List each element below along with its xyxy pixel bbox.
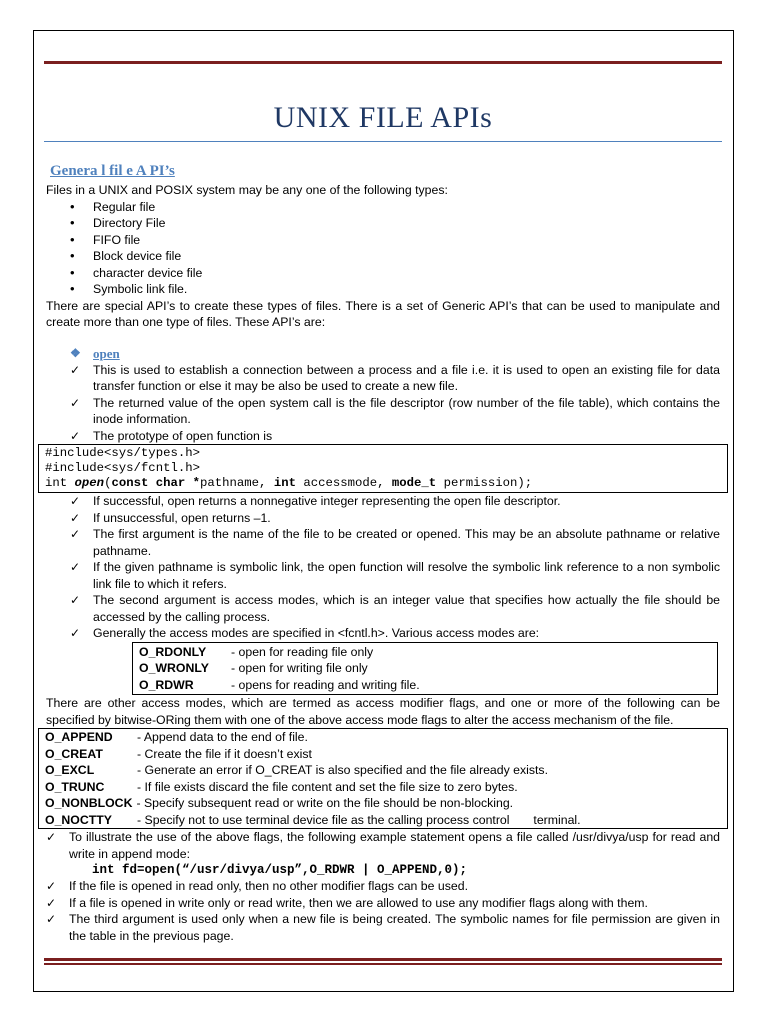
table-row: O_WRONLY - open for writing file only (139, 661, 368, 675)
table-row: O_NONBLOCK - Specify subsequent read or write on the file should be non-blocking. (45, 796, 514, 810)
checkmark-icon: ✓ (46, 912, 57, 926)
footer-rule-thin (44, 963, 722, 965)
list-item: ✓ To illustrate the use of the above flags, the following example statement opens a file called /usr/divya/usp for read and write in append mode: (46, 830, 720, 861)
checkmark-icon: ✓ (70, 428, 81, 443)
list-item: • Regular file (70, 199, 720, 216)
checkmark-icon: ✓ (46, 895, 57, 910)
list-item: • Symbolic link file. (70, 281, 720, 298)
final-points-list-2 (46, 878, 720, 944)
diamond-bullet-icon: ❖ (70, 345, 81, 360)
checkmark-icon: ✓ (46, 830, 57, 844)
title-underline (44, 141, 722, 142)
checkmark-icon: ✓ (70, 626, 81, 640)
list-item: ✓ Generally the access modes are specified in <fcntl.h>. Various access modes are: (70, 626, 540, 640)
checkmark-icon: ✓ (70, 395, 81, 410)
code-line: int open(const char *pathname, int accessmode, mode_t permission); (45, 476, 533, 490)
list-item: • Directory File (70, 215, 720, 232)
open-points-list (46, 362, 720, 445)
list-item: ✓ The prototype of open function is (70, 428, 273, 443)
list-item: ✓ The third argument is used only when a new file is being created. The symbolic names for file permission are given in the table in the previous page. (46, 912, 720, 943)
list-item: ✓ If the file is opened in read only, then no other modifier flags can be used. (46, 879, 468, 893)
list-item: ✓ The first argument is the name of the file to be created or opened. This may be an absolute pathname or relative pathname. (70, 527, 720, 558)
checkmark-icon: ✓ (70, 362, 81, 377)
access-modes-table (132, 642, 718, 696)
list-item: ✓ If unsuccessful, open returns –1. (70, 510, 271, 525)
file-types-list (46, 199, 720, 298)
table-row: O_TRUNC - If file exists discard the file content and set the file size to zero bytes. (45, 779, 518, 794)
checkmark-icon: ✓ (70, 593, 81, 607)
checkmark-icon: ✓ (70, 527, 81, 541)
header-rule (44, 61, 722, 64)
footer-rule (44, 958, 722, 961)
code-line: #include<sys/fcntl.h> (45, 461, 200, 475)
document-body (46, 160, 720, 944)
section-heading: Genera l fil e A PI’s (50, 163, 175, 179)
open-details-list (46, 493, 720, 642)
checkmark-icon: ✓ (70, 560, 81, 574)
table-row: O_RDONLY - open for reading file only (139, 644, 374, 659)
table-row: O_CREAT - Create the file if it doesn’t exist (45, 746, 312, 761)
open-heading (70, 345, 720, 362)
checkmark-icon: ✓ (70, 510, 81, 525)
list-item: ✓ If the given pathname is symbolic link, the open function will resolve the symbolic link reference to a non symbolic link file to which it refers. (70, 560, 720, 591)
checkmark-icon: ✓ (46, 879, 57, 893)
list-item: ✓ This is used to establish a connection between a process and a file i.e. it is used to open an existing file for data transfer function or else it may be also be used to create a new file. (70, 362, 720, 393)
modifier-flags-table (38, 728, 728, 829)
table-row: O_EXCL - Generate an error if O_CREAT is also specified and the file already exists. (45, 763, 548, 777)
prototype-code-box (38, 444, 728, 493)
example-statement: int fd=open(“/usr/divya/usp”,O_RDWR | O_APPEND,0); (92, 863, 468, 877)
list-item: • Block device file (70, 248, 720, 265)
list-item: ✓ The second argument is access modes, which is an integer value that specifies how actually the file should be accessed by the calling process. (70, 593, 720, 624)
intro-text: Files in a UNIX and POSIX system may be any one of the following types: (46, 183, 448, 197)
modifier-intro-text: There are other access modes, which are termed as access modifier flags, and one or more of the following can be specified by bitwise-ORing them with one of the above access mode flags to alter the access mechanism of the file. (46, 696, 720, 727)
page-title: UNIX FILE APIs (273, 101, 493, 134)
table-row: O_RDWR - opens for reading and writing file. (139, 677, 420, 692)
open-heading-label: open (93, 345, 120, 361)
table-row: O_NOCTTY - Specify not to use terminal device file as the calling process control terminal. (45, 812, 581, 827)
table-row: O_APPEND - Append data to the end of file. (45, 730, 308, 744)
list-item: ✓ The returned value of the open system call is the file descriptor (row number of the file table), which contains the inode information. (70, 395, 720, 426)
list-item: • FIFO file (70, 232, 720, 249)
special-apis-text: There are special API’s to create these types of files. There is a set of Generic API’s that can be used to manipulate and create more than one type of files. These API’s are: (46, 298, 720, 329)
list-item: ✓ If a file is opened in write only or read write, then we are allowed to use any modifier flags along with them. (46, 895, 648, 910)
checkmark-icon: ✓ (70, 494, 81, 508)
code-line: #include<sys/types.h> (45, 446, 200, 460)
list-item: • character device file (70, 265, 720, 282)
list-item: ✓ If successful, open returns a nonnegative integer representing the open file descriptor. (70, 494, 561, 508)
final-points-list (46, 829, 720, 862)
